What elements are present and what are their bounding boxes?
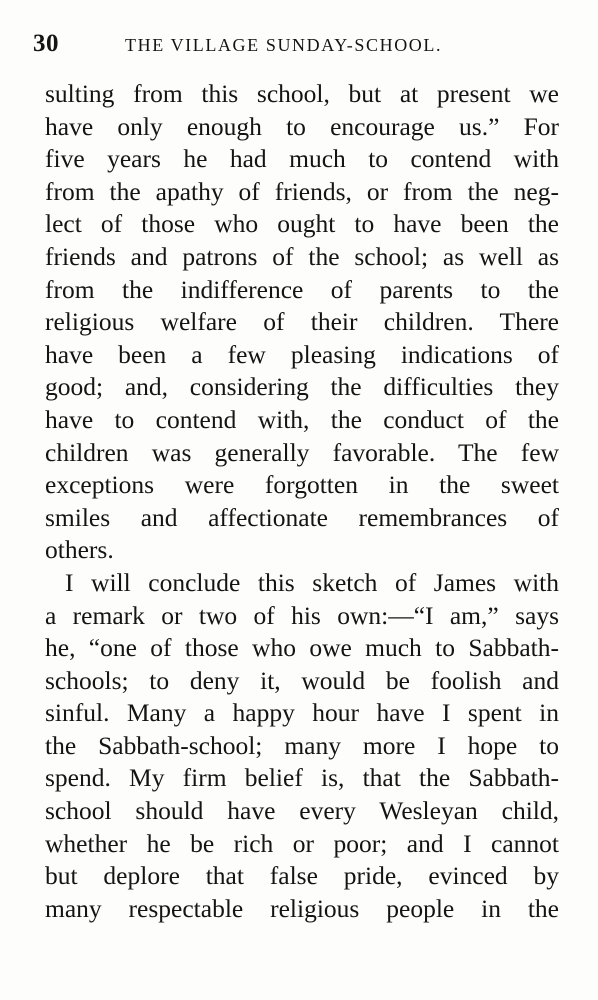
text-line: the Sabbath-school; many more I hope to <box>45 730 559 760</box>
text-line: a remark or two of his own:—“I am,” says <box>45 600 559 630</box>
text-line: schools; to deny it, would be foolish and <box>45 665 559 695</box>
text-line: have been a few pleasing indications of <box>45 339 559 369</box>
text-line: from the apathy of friends, or from the neg- <box>45 176 559 206</box>
text-line: school should have every Wesleyan child, <box>45 796 559 826</box>
page-header <box>33 30 563 64</box>
paragraph-start-line: I will conclude this sketch of James with <box>65 567 559 597</box>
text-line: have to contend with, the conduct of the <box>45 404 559 434</box>
text-line: religious welfare of their children. There <box>45 307 559 337</box>
text-line: whether he be rich or poor; and I cannot <box>45 828 559 858</box>
text-line: children was generally favorable. The few <box>45 437 559 467</box>
text-line: but deplore that false pride, evinced by <box>45 861 559 891</box>
text-line: have only enough to encourage us.” For <box>45 111 559 141</box>
text-line: exceptions were forgotten in the sweet <box>45 470 559 500</box>
text-line: sinful. Many a happy hour have I spent in <box>45 698 559 728</box>
text-line: spend. My firm belief is, that the Sabbath- <box>45 763 559 793</box>
text-line: good; and, considering the difficulties they <box>45 372 559 402</box>
text-line: friends and patrons of the school; as well as <box>45 241 559 271</box>
page-number: 30 <box>33 30 59 57</box>
text-line: sulting from this school, but at present we <box>45 79 559 108</box>
text-line: smiles and affectionate remembrances of <box>45 502 559 532</box>
text-line: five years he had much to contend with <box>45 144 559 174</box>
running-head: THE VILLAGE SUNDAY-SCHOOL. <box>125 35 443 55</box>
text-line: he, “one of those who owe much to Sabbath- <box>45 633 559 663</box>
body-text <box>45 78 559 925</box>
paragraph-end-line: others. <box>45 535 114 565</box>
text-line: from the indifference of parents to the <box>45 274 559 304</box>
text-line: many respectable religious people in the <box>45 893 559 923</box>
text-line: lect of those who ought to have been the <box>45 209 559 239</box>
